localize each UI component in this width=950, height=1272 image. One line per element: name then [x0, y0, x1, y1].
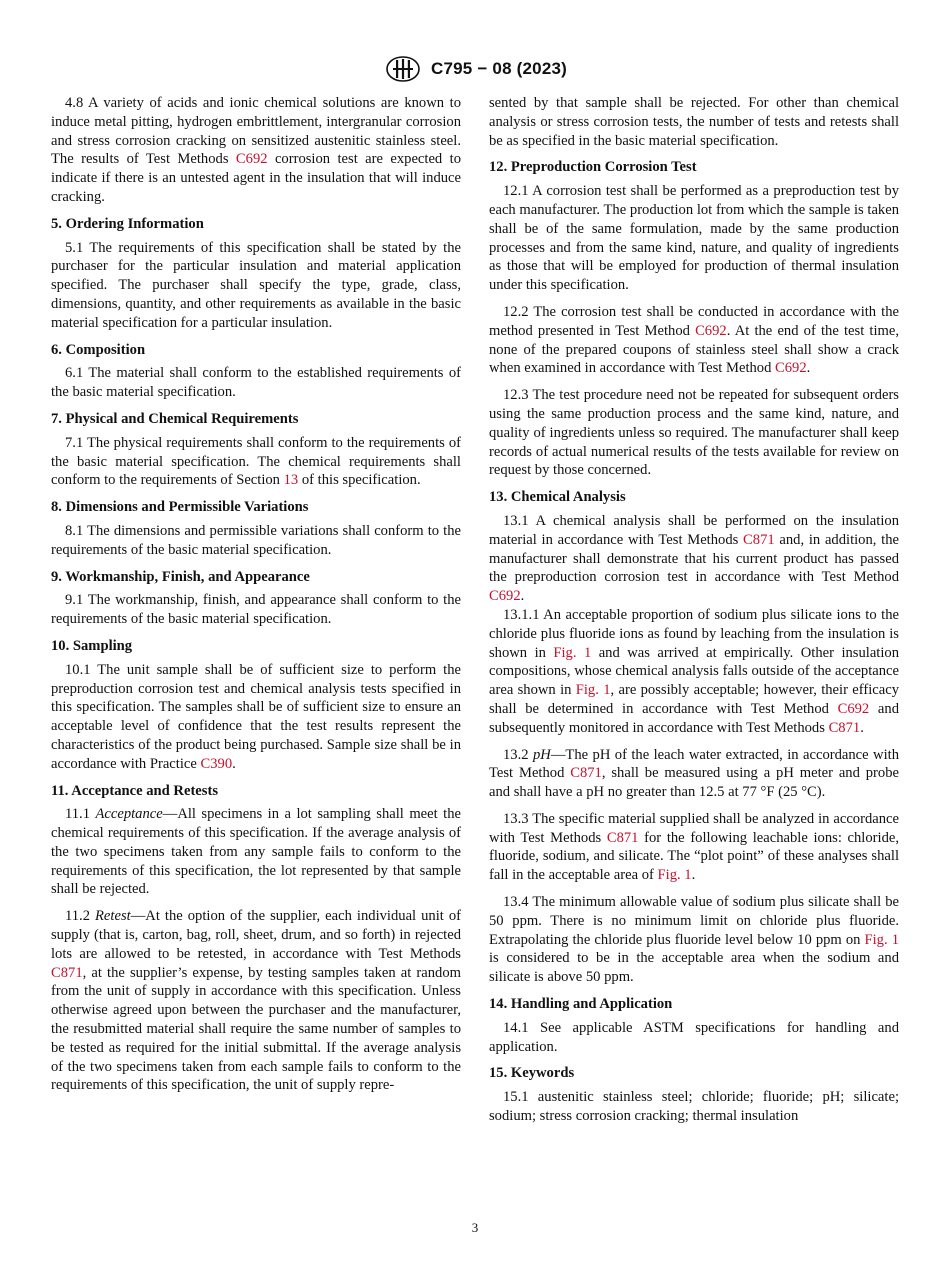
paragraph-11-2-continued: sented by that sample shall be rejected. For other than chemical analysis or stress corrosion tests, the number of tests and retests shall be as specified in the basic material specification.	[489, 95, 899, 149]
paragraph-14-1: 14.1 See applicable ASTM specifications for handling and application.	[489, 1019, 899, 1055]
paragraph-4-8: 4.8 A variety of acids and ionic chemical solutions are known to induce metal pitting, hydrogen embrittlement, intergranular corrosion and stress corrosion cracking on sensitized austenitic stainless steel. The results of Test Methods C692 corrosion test are expected to indicate if there is an untested agent in the insulation that will induce cracking.	[51, 95, 461, 205]
section-heading-7: 7. Physical and Chemical Requirements	[51, 410, 299, 427]
paragraph-13-4: 13.4 The minimum allowable value of sodium plus silicate shall be 50 ppm. There is no minimum limit on chloride plus fluoride. Extrapolating the chloride plus fluoride level below 10 ppm on Fig. 1 is considered to be in the acceptable area when the sodium and silicate is above 50 ppm.	[489, 894, 900, 986]
paragraph-9-1: 9.1 The workmanship, finish, and appearance shall conform to the requirements of the basic material specification.	[51, 592, 461, 628]
link-c871[interactable]: C871	[828, 719, 861, 736]
link-fig-1[interactable]: Fig. 1	[575, 682, 611, 699]
paragraph-8-1: 8.1 The dimensions and permissible variations shall conform to the requirements of the basic material specification.	[51, 522, 461, 558]
link-c871[interactable]: C871	[743, 531, 775, 548]
paragraph-6-1: 6.1 The material shall conform to the established requirements of the basic material specification.	[51, 365, 461, 401]
section-heading-6: 6. Composition	[51, 341, 146, 358]
astm-logo-icon	[383, 55, 423, 83]
link-section-13[interactable]: 13	[283, 472, 299, 489]
section-heading-8: 8. Dimensions and Permissible Variations	[51, 499, 309, 516]
link-fig-1[interactable]: Fig. 1	[553, 644, 592, 661]
paragraph-11-2: 11.2 Retest—At the option of the supplier, each individual unit of supply (that is, carton, bag, roll, sheet, drum, and so forth) in rejected lots are allowed to be retested, in accordance with Test Methods C871, at the supplier’s expense, by testing samples taken at random from the unit of supply in accordance with this specification. Unless otherwise agreed upon between the purchaser and the manufacturer, the resubmitted material shall require the same number of samples to be tested as required for the initial submittal. If the average analysis of the two specimens taken from each sample fails to conform to the requirements of this specification, the unit of supply repre-	[51, 908, 461, 1094]
section-heading-14: 14. Handling and Application	[489, 996, 673, 1013]
link-c692[interactable]: C692	[695, 322, 727, 339]
paragraph-13-2: 13.2 pH—The pH of the leach water extracted, in accordance with Test Method C871, shall be measured using a pH meter and probe and shall have a pH no greater than 12.5 at 77 °F (25 °C).	[489, 746, 899, 801]
section-heading-5: 5. Ordering Information	[51, 215, 204, 232]
section-heading-12: 12. Preproduction Corrosion Test	[489, 159, 697, 176]
section-heading-13: 13. Chemical Analysis	[489, 489, 626, 506]
page-number: 3	[471, 1220, 479, 1235]
link-c692[interactable]: C692	[235, 151, 268, 168]
paragraph-15-1: 15.1 austenitic stainless steel; chloride; fluoride; pH; silicate; sodium; stress corrosion cracking; thermal insulation	[489, 1089, 899, 1125]
paragraph-11-1: 11.1 Acceptance—All specimens in a lot sampling shall meet the chemical requirements of this specification. If the average analysis of the two specimens taken from any sample fails to conform to the requirements of this specification, the lot represented by that sample shall be rejected.	[51, 806, 461, 898]
paragraph-5-1: 5.1 The requirements of this specification shall be stated by the purchaser for the particular insulation and material application specified. The purchaser shall specify the type, grade, class, dimensions, quantity, and other requirements as available in the basic material specification for a particular insulation.	[51, 239, 461, 331]
link-c871[interactable]: C871	[570, 765, 602, 782]
standard-designation: C795 − 08 (2023)	[431, 59, 567, 78]
paragraph-7-1: 7.1 The physical requirements shall conform to the requirements of the basic material specification. The chemical requirements shall conform to the requirements of Section 13 of this specification.	[51, 434, 461, 489]
paragraph-12-1: 12.1 A corrosion test shall be performed as a preproduction test by each manufacturer. The production lot from which the sample is taken shall be of the same formulation, made by the same production processes and from the same kind, nature, and quality of ingredients as those that will be employed for production of thermal insulation under this specification.	[489, 183, 899, 294]
paragraph-13-1: 13.1 A chemical analysis shall be performed on the insulation material in accordance with Test Methods C871 and, in addition, the manufacturer shall demonstrate that his current product has passed the preproduction corrosion test in accordance with Test Method C692.	[489, 512, 899, 605]
link-c871[interactable]: C871	[606, 829, 639, 846]
paragraph-13-1-1: 13.1.1 An acceptable proportion of sodium plus silicate ions to the chloride plus fluoride ions as found by leaching from the insulation is shown in Fig. 1 and was arrived at empirically. Other insulation compositions, whose chemical analysis falls outside of the acceptance area shown in Fig. 1, are possibly acceptable; however, their efficacy shall be determined in accordance with Test Method C692 and subsequently monitored in accordance with Test Methods C871.	[489, 606, 900, 736]
section-heading-11: 11. Acceptance and Retests	[51, 782, 218, 799]
right-column	[489, 94, 899, 1134]
link-fig-1[interactable]: Fig. 1	[657, 867, 692, 884]
link-c692[interactable]: C692	[775, 360, 807, 377]
link-c692[interactable]: C692	[489, 588, 521, 605]
link-c692[interactable]: C692	[837, 700, 870, 717]
paragraph-12-3: 12.3 The test procedure need not be repeated for subsequent orders using the same production process and the same kind, nature, and quality of ingredients unless so required. The manufacturer shall keep records of actual numerical results of the tests available for review on request by those concerned.	[489, 387, 899, 479]
link-c871[interactable]: C871	[51, 964, 83, 981]
section-heading-10: 10. Sampling	[51, 637, 133, 654]
link-fig-1[interactable]: Fig. 1	[864, 931, 900, 948]
section-heading-9: 9. Workmanship, Finish, and Appearance	[51, 568, 310, 585]
paragraph-12-2: 12.2 The corrosion test shall be conducted in accordance with the method presented in Test Method C692. At the end of the test time, none of the prepared coupons of stainless steel shall show a crack when examined in accordance with Test Method C692.	[489, 303, 899, 377]
link-c390[interactable]: C390	[200, 755, 233, 772]
page-header	[0, 54, 950, 84]
section-heading-15: 15. Keywords	[489, 1065, 575, 1082]
paragraph-13-3: 13.3 The specific material supplied shall be analyzed in accordance with Test Methods C871 for the following leachable ions: chloride, fluoride, sodium, and silicate. The “plot point” of these analyses shall fall in the acceptable area of Fig. 1.	[489, 810, 899, 884]
left-column	[51, 94, 461, 1095]
paragraph-10-1: 10.1 The unit sample shall be of sufficient size to perform the preproduction corrosion test and chemical analysis tests specified in this specification. The samples shall be of sufficient size to ensure an acceptable level of confidence that the test results represent the characteristics of the product being purchased. Sample size shall be in accordance with Practice C390.	[51, 661, 461, 772]
